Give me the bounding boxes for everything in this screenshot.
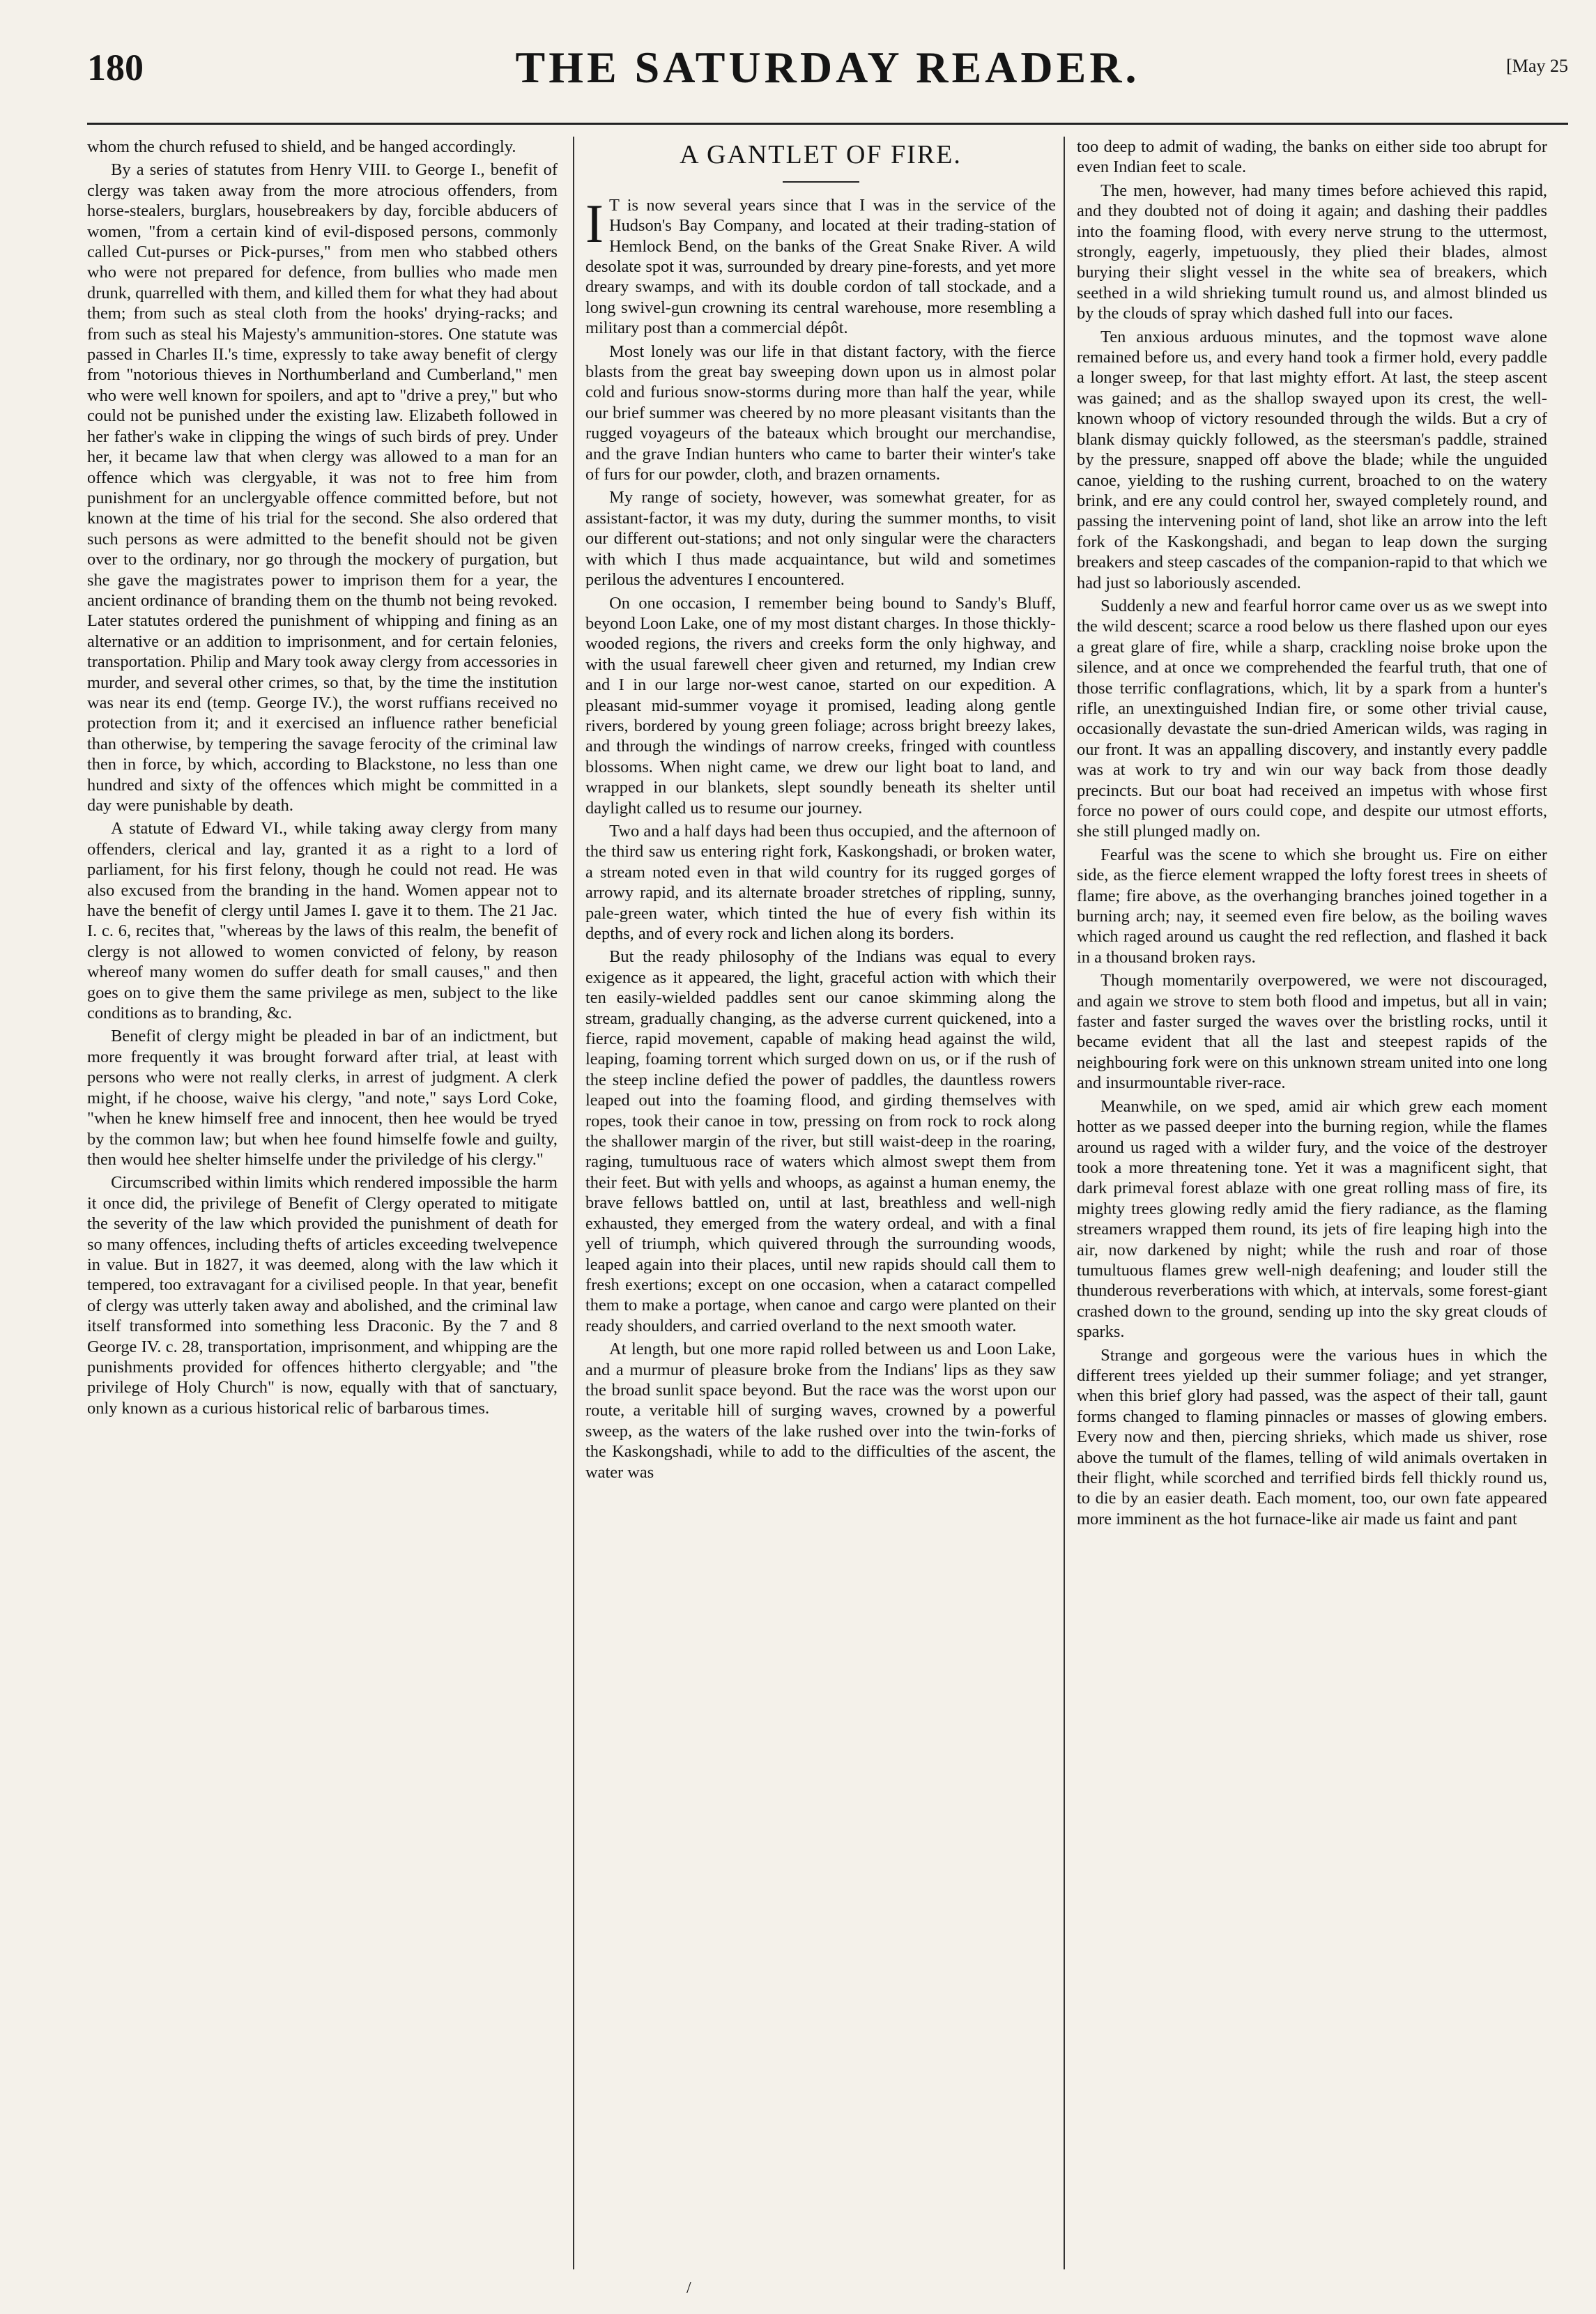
paragraph: whom the church refused to shield, and be hanged accordingly. xyxy=(87,137,516,156)
page-header xyxy=(87,33,1568,110)
paragraph: Though momentarily overpowered, we were not discouraged, and again we strove to stem both flood and impetus, but all in vain; faster and faster surged the waves over the bristling rocks, until it became evident that all the last and steepest rapids of the neighbouring fork were on this unknown stream united into one long and insurmountable river-race. xyxy=(1077,971,1547,1093)
paragraph: A statute of Edward VI., while taking away clergy from many offenders, clerical and lay, granted it as a right to a lord of parliament, for his first felony, though he could not read. He was also excused from the branding in the hand. Women appear not to have the benefit of clergy until James I. gave it to them. The 21 Jac. I. c. 6, recites that, "whereas by the laws of this realm, the benefit of clergy is not allowed to women convicted of felony, by reason whereof many women do suffer death for small causes," and then goes on to give them the same privilege as men, subject to the like conditions as to branding, &c. xyxy=(87,819,558,1023)
masthead-title: THE SATURDAY READER. xyxy=(515,43,1140,92)
footer-mark: / xyxy=(686,2279,691,2297)
article-title: A GANTLET OF FIRE. xyxy=(680,140,962,169)
paragraph: Meanwhile, on we sped, amid air which grew each moment hotter as we passed deeper into the burning region, while the flames around us raged with a wilder fury, and the voice of the destroyer took a more threatening tone. Yet it was a magnificent sight, that dark primeval forest ablaze with one great rolling mass of fire, its mighty trees glowing redly amid the fiery radiance, as the flaming streamers wrapped them round, its jets of fire leaping high into the air, now darkened by night; while the rush and roar of those tumultuous flames grew well-nigh deafening; and louder still the thunderous reverberations with which, at intervals, some forest-giant crashed down to the ground, sending up into the sky great clouds of sparks. xyxy=(1077,1096,1547,1342)
paragraph: Strange and gorgeous were the various hues in which the different trees yielded up their summer foliage; and yet stranger, when this brief glory had passed, was the aspect of their tall, gaunt forms changed to flaming pinnacles or masses of glowing embers. Every now and then, piercing shrieks, which made us shiver, rose above the tumult of the flames, telling of wild animals overtaken in their flight, while scorched and terrified birds fell thickly round us, to die by an easier death. Each moment, too, our own fate appeared more imminent as the hot furnace-like air made us faint and pant xyxy=(1077,1345,1547,1528)
title-rule xyxy=(783,181,859,183)
paragraph: Ten anxious arduous minutes, and the topmost wave alone remained before us, and every hand took a firmer hold, every paddle a longer sweep, for that last mighty effort. At last, the steep ascent was gained; and as the shallop swayed upon its crest, the well-known whoop of victory resounded through the wilds. But a cry of blank dismay quickly followed, as the steersman's paddle, strained by the pressure, snapped off above the blade; while the unguided canoe, yielding to the rushing current, broached to on the watery brink, and ere any could control her, swayed completely round, and passing the intervening point of land, shot like an arrow into the left fork of the Kaskongshadi, and began to leap down the surging breakers and steep cascades of the companion-rapid to that which we had just so laboriously ascended. xyxy=(1077,327,1547,592)
lead-paragraph xyxy=(585,192,1056,339)
lead-text: T is now several years since that I was in the service of the Hudson's Bay Company, and located at their trading-station of Hemlock Bend, on the banks of the Great Snake River. A wild desolate spot it was, surrounded by dreary pine-forests, and yet more dreary swamps, and with its double cordon of tall stockade, and a long swivel-gun crowning its central warehouse, more resembling a military post than a commercial dépôt. xyxy=(585,195,1056,338)
paragraph: The men, however, had many times before achieved this rapid, and they doubted not of doing it again; and dashing their paddles into the foaming flood, with every nerve strung to the uttermost, strongly, eagerly, impetuously, they plied their blades, almost burying their slight vessel in the white sea of breakers, which seethed in a wild shrieking tumult round us, and almost blinded us by the clouds of spray which dashed full into our faces. xyxy=(1077,181,1547,323)
paragraph: Fearful was the scene to which she brought us. Fire on either side, as the fierce element wrapped the lofty forest trees in sheets of flame; fire above, as the overhanging branches joined together in a burning arch; nay, it seemed even fire below, as the boiling waves which raged around us caught the red reflection, and flashed it back in a thousand broken rays. xyxy=(1077,845,1547,967)
paragraph: On one occasion, I remember being bound to Sandy's Bluff, beyond Loon Lake, one of my most distant charges. In those thickly-wooded regions, the rivers and creeks form the only highway, and with the usual farewell cheer given and returned, my Indian crew and I in our large nor-west canoe, started on our expedition. A pleasant mid-summer voyage it promised, leading along gentle rivers, bordered by young green foliage; across bright breezy lakes, and through the windings of narrow creeks, fringed with countless blossoms. When night came, we drew our light boat to land, and wrapped in our blankets, slept soundly beneath its shelter until daylight called us to resume our journey. xyxy=(585,593,1056,818)
drop-cap: I xyxy=(585,192,604,254)
paragraph: At length, but one more rapid rolled between us and Loon Lake, and a murmur of pleasure broke from the Indians' lips as they saw the broad sunlit space beyond. But the race was the worst upon our route, a veritable hill of surging waves, crowned by a powerful sweep, as the waters of the lake rushed over into the twin-forks of the Kaskongshadi, while to add to the difficulties of the ascent, the water was xyxy=(585,1340,1056,1482)
paragraph: too deep to admit of wading, the banks on either side too abrupt for even Indian feet to scale. xyxy=(1077,137,1547,177)
paragraph: Two and a half days had been thus occupied, and the afternoon of the third saw us entering right fork, Kaskongshadi, or broken water, a stream noted even in that wild country for its rugged gorges of arrowy rapid, and its alternate broader stretches of rippling, sunny, pale-green water, which tinted the hue of every fish within its depths, and of every rock and lichen along its borders. xyxy=(585,821,1056,943)
column-2 xyxy=(585,137,1056,2269)
paragraph: By a series of statutes from Henry VIII. to George I., benefit of clergy was taken away from the more atrocious offenders, from horse-stealers, burglars, housebreakers by day, forcible abducers of women, "from a certain kind of evil-disposed persons, commonly called Cut-purses or Pick-purses," from men who stabbed others who were not prepared for defence, from bullies who made men drunk, quarrelled with them, and killed them for what they had about them; from such as steal cloth from the hooks' drying-racks; and from such as steal his Majesty's ammunition-stores. One statute was passed in Charles II.'s time, expressly to take away benefit of clergy from "notorious thieves in Northumberland and Cumberland," men who were well known for spoilers, and apt to "drive a prey," but who could not be punished under the existing law. Elizabeth followed in her father's wake in clipping the wings of such birds of prey. Under her, it became law that when clergy was allowed to a man for an offence which was clergyable, it was not to free him from punishment for an unclergyable offence committed before, but not known at the time of his trial for the second. She also ordered that such persons as were admitted to the benefit should not be given over to the ordinary, nor go through the mockery of purgation, but she gave the magistrates power to imprison them for a year, the ancient ordinance of branding them on the thumb not being revoked. Later statutes ordered the punishment of whipping and fining as an alternative or an addition to imprisonment, and for certain felonies, transportation. Philip and Mary took away clergy from accessories in murder, and several other crimes, so that, by the time the institution was near its end (temp. George IV.), the worst ruffians received no protection from it; and it exercised an influence rather beneficial than otherwise, by tempering the savage ferocity of the criminal law then in force, by which, according to Blackstone, no less than one hundred and sixty of the offences which might be committed in a day were punishable by death. xyxy=(87,160,558,815)
column-3 xyxy=(1077,137,1547,2269)
column-divider-2 xyxy=(1064,137,1065,2269)
paragraph: But the ready philosophy of the Indians was equal to every exigence as it appeared, the light, graceful action with which their ten easily-wielded paddles sent our canoe skimming along the stream, gradually changing, as the adverse current quickened, into a fierce, rapid movement, capable of making head against the wild, leaping, foaming torrent which surged down on us, or if the rush of the steep incline defied the power of paddles, the dauntless rowers leaped out into the foaming flood, and girding themselves with ropes, took their canoe in tow, pressing on from rock to rock along the shallower margin of the river, but still waist-deep in the roaring, raging, tumultuous race of waters which almost swept them from their feet. But with yells and whoops, as against a human enemy, the brave fellows battled on, until at last, breathless and well-nigh exhausted, they emerged from the watery ordeal, and with a final yell of triumph, which quivered through the surrounding woods, leaped again into their places, until new rapids should call them to fresh exertions; except on one occasion, when a cataract compelled them to make a portage, when canoe and cargo were planted on their ready shoulders, and carried overland to the next smooth water. xyxy=(585,947,1056,1335)
paragraph: Circumscribed within limits which rendered impossible the harm it once did, the privilege of Benefit of Clergy operated to mitigate the severity of the law which provided the punishment of death for so many offences, including thefts of articles exceeding twelvepence in value. But in 1827, it was deemed, along with the law which it tempered, too extravagant for a civilised people. In that year, benefit of clergy was utterly taken away and abolished, and the criminal law itself transformed into something less Draconic. By the 7 and 8 George IV. c. 28, transportation, imprisonment, and whipping are the punishments provided for offences hitherto clergyable; and "the privilege of Holy Church" is now, equally with that of sanctuary, only known as a curious historical relic of barbarous times. xyxy=(87,1173,558,1418)
paragraph: Benefit of clergy might be pleaded in bar of an indictment, but more frequently it was brought forward after trial, at least with persons who were not really clerks, in arrest of judgment. A clerk might, if he choose, waive his clergy, "and note," says Lord Coke, "when he knew himself free and innocent, then hee would be tryed by the common law; but when hee found himselfe fowle and guilty, then would hee shelter himselfe under the priviledge of his clergy." xyxy=(87,1027,558,1169)
column-1 xyxy=(87,137,558,2269)
header-rule xyxy=(87,123,1568,125)
page-number: 180 xyxy=(87,47,144,89)
issue-date: [May 25 xyxy=(1506,56,1568,76)
paragraph: My range of society, however, was somewhat greater, for as assistant-factor, it was my duty, during the summer months, to visit our different out-stations; and not only singular were the characters with which I thus made acquaintance, but wild and sometimes perilous the adventures I encountered. xyxy=(585,488,1056,590)
column-divider-1 xyxy=(573,137,574,2269)
paragraph: Suddenly a new and fearful horror came over us as we swept into the wild descent; scarce a rood below us there flashed upon our eyes a great glare of fire, while a sharp, crackling noise broke upon the silence, and at once we comprehended the fearful truth, that one of those terrific conflagrations, which, lit by a spark from a hunter's rifle, an unextinguished Indian fire, or some other trivial cause, occasionally devastate the sun-dried American wilds, was raging in our front. It was an appalling discovery, and instantly every paddle was at work to try and win our way back from those deadly precincts. But our boat had received an impetus with whose first force no power of ours could cope, and despite our utmost efforts, she still plunged madly on. xyxy=(1077,596,1547,841)
paragraph: Most lonely was our life in that distant factory, with the fierce blasts from the great bay sweeping down upon us in almost polar cold and furious snow-storms during more than half the year, while our brief summer was cheered by no more pleasant visitants than the rugged voyageurs of the bateaux which brought our merchandise, and the grave Indian hunters who came to barter their winter's take of furs for our powder, cloth, and brazen ornaments. xyxy=(585,342,1056,484)
